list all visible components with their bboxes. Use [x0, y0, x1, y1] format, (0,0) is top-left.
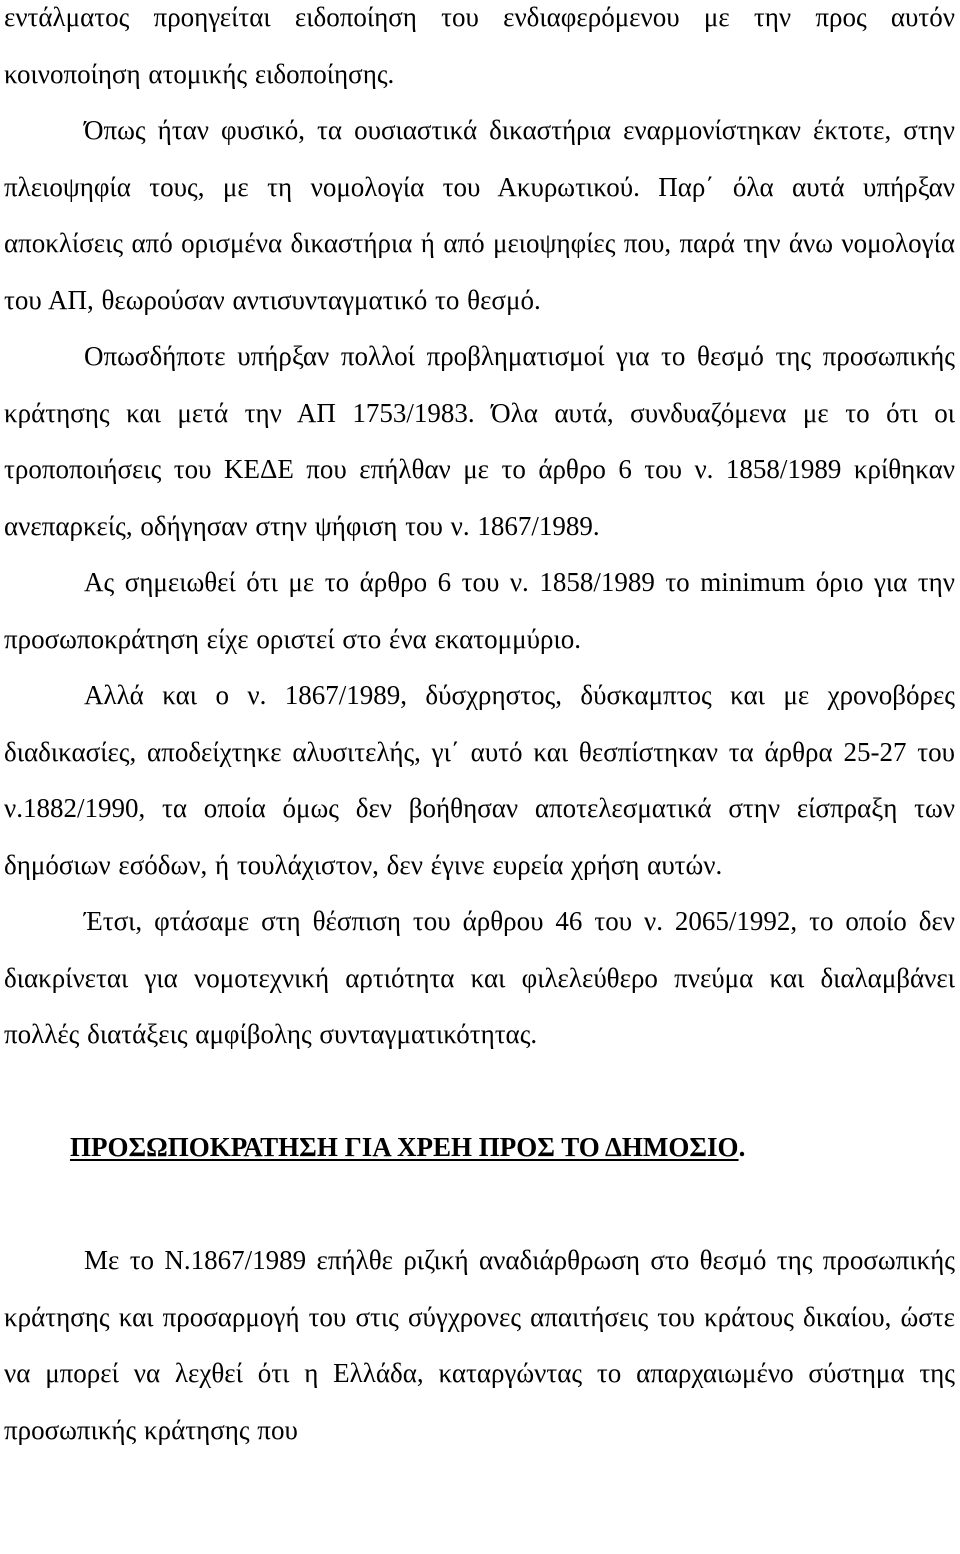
paragraph: Αλλά και ο ν. 1867/1989, δύσχρηστος, δύσκαμπτος και με χρονοβόρες διαδικασίες, αποδείχτηκε αλυσιτελής, γι΄ αυτό και θεσπίστηκαν τα άρθρα 25-27 του ν.1882/1990, τα οποία όμως δεν βοήθησαν αποτελεσματικά στην είσπραξη των δημόσιων εσόδων, ή τουλάχιστον, δεν έγινε ευρεία χρήση αυτών. [4, 680, 955, 880]
section-heading-period: . [738, 1132, 746, 1162]
paragraph: Με το Ν.1867/1989 επήλθε ριζική αναδιάρθρωση στο θεσμό της προσωπικής κράτησης και προσαρμογή του στις σύγχρονες απαιτήσεις του κράτους δικαίου, ώστε να μπορεί να λεχθεί ότι η Ελλάδα, καταργώντας το απαρχαιωμένο σύστημα της προσωπικής κράτησης που [4, 1245, 955, 1445]
paragraph: Έτσι, φτάσαμε στη θέσπιση του άρθρου 46 του ν. 2065/1992, το οποίο δεν διακρίνεται για νομοτεχνική αρτιότητα και φιλελεύθερο πνεύμα και διαλαμβάνει πολλές διατάξεις αμφίβολης συνταγματικότητας. [4, 906, 955, 1049]
section-heading-title: ΠΡΟΣΩΠΟΚΡΑΤΗΣΗ ΓΙΑ ΧΡΕΗ ΠΡΟΣ ΤΟ ΔΗΜΟΣΙΟ [70, 1132, 739, 1162]
paragraph-continuation: εντάλματος προηγείται ειδοποίηση του ενδιαφερόμενου με την προς αυτόν κοινοποίηση ατομικής ειδοποίησης. [4, 2, 955, 89]
section-heading [4, 1063, 955, 1233]
paragraph: Ας σημειωθεί ότι με το άρθρο 6 του ν. 1858/1989 το minimum όριο για την προσωποκράτηση είχε οριστεί στο ένα εκατομμύριο. [4, 567, 955, 654]
paragraph: Όπως ήταν φυσικό, τα ουσιαστικά δικαστήρια εναρμονίστηκαν έκτοτε, στην πλειοψηφία τους, με τη νομολογία του Ακυρωτικού. Παρ΄ όλα αυτά υπήρξαν αποκλίσεις από ορισμένα δικαστήρια ή από μειοψηφίες που, παρά την άνω νομολογία του ΑΠ, θεωρούσαν αντισυνταγματικό το θεσμό. [4, 115, 955, 315]
document-page [4, 0, 955, 1458]
paragraph: Οπωσδήποτε υπήρξαν πολλοί προβληματισμοί για το θεσμό της προσωπικής κράτησης και μετά την ΑΠ 1753/1983. Όλα αυτά, συνδυαζόμενα με το ότι οι τροποποιήσεις του ΚΕΔΕ που επήλθαν με το άρθρο 6 του ν. 1858/1989 κρίθηκαν ανεπαρκείς, οδήγησαν στην ψήφιση του ν. 1867/1989. [4, 341, 955, 541]
